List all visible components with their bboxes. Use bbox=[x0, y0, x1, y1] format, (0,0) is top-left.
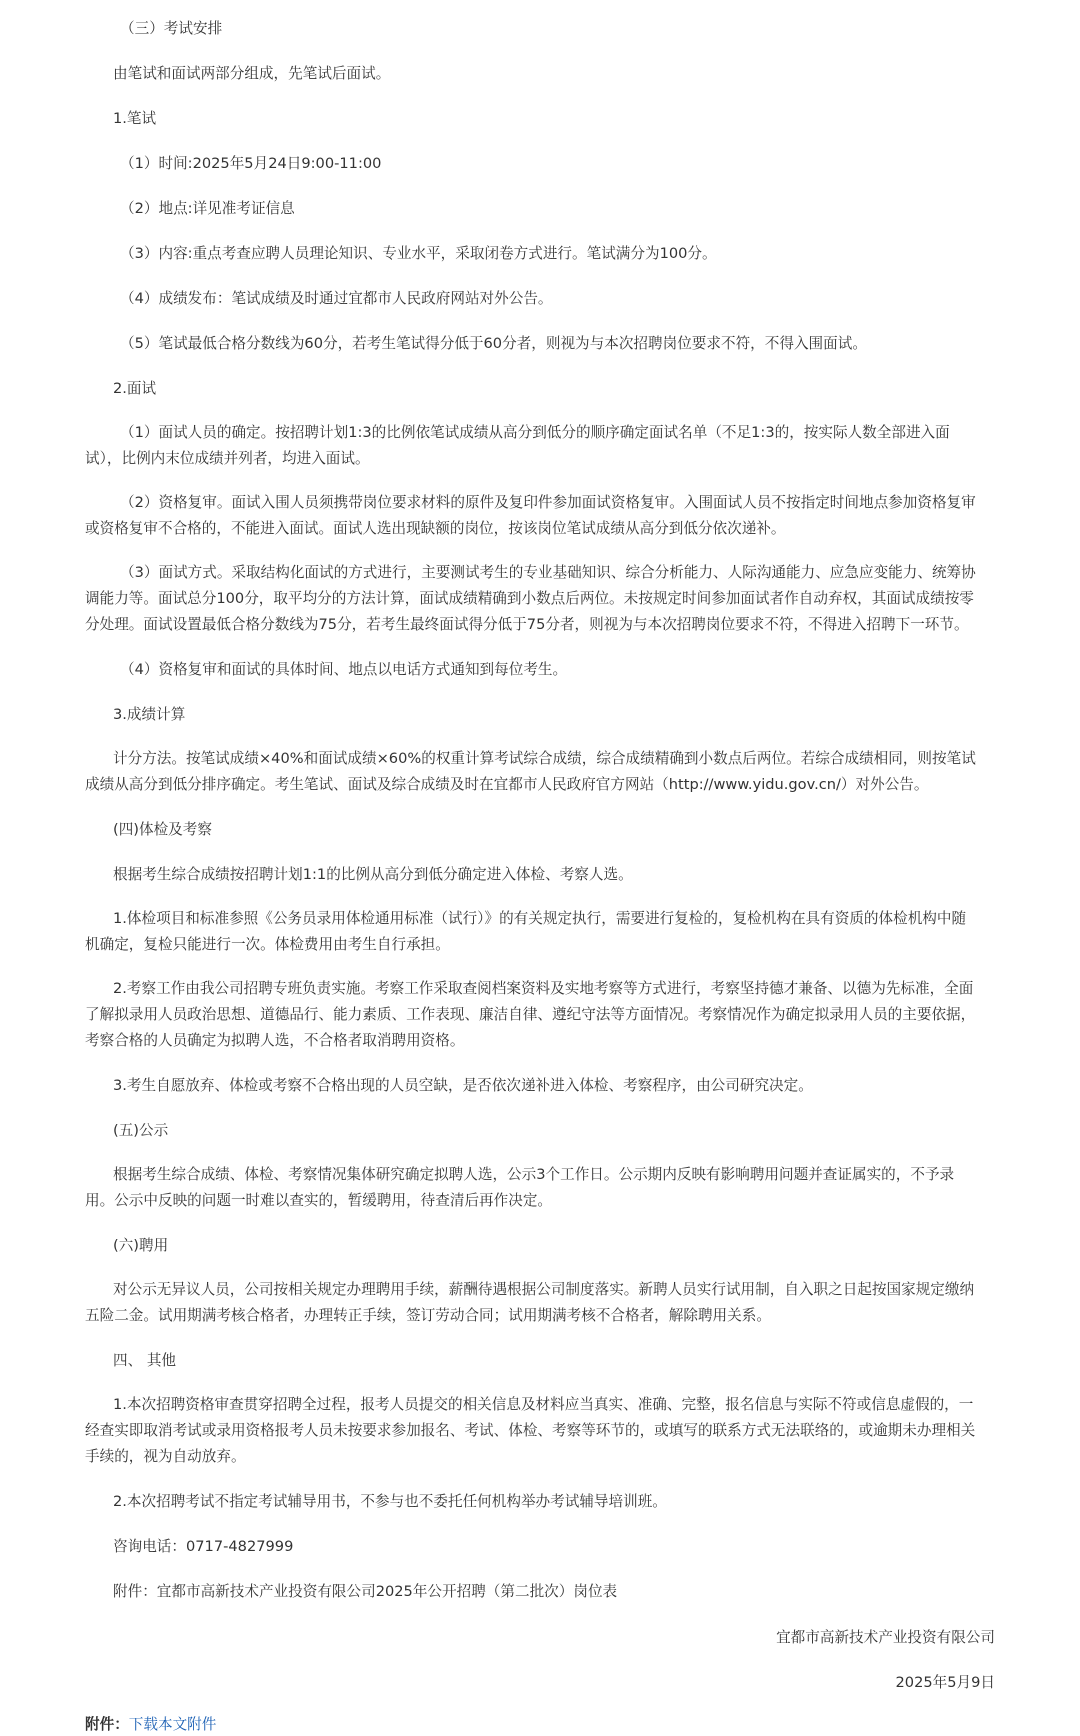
download-attachment-link[interactable]: 下载本文附件 bbox=[128, 1716, 217, 1733]
paragraph-line: 1.本次招聘资格审查贯穿招聘全过程，报考人员提交的相关信息及材料应当真实、准确、完整，报名信息与实际不符或信息虚假的，一 bbox=[113, 1396, 974, 1413]
section-heading-publicity: (五)公示 bbox=[113, 1122, 169, 1139]
subheading-written-exam: 1.笔试 bbox=[113, 110, 157, 127]
paragraph-line: 计分方法。按笔试成绩×40%和面试成绩×60%的权重计算考试综合成绩，综合成绩精确到小数点后两位。若综合成绩相同，则按笔试 bbox=[113, 750, 976, 767]
paragraph: （2）地点:详见准考证信息 bbox=[120, 200, 295, 217]
paragraph-line: 对公示无异议人员，公司按相关规定办理聘用手续，薪酬待遇根据公司制度落实。新聘人员实行试用制，自入职之日起按国家规定缴纳 bbox=[113, 1281, 975, 1298]
paragraph: （5）笔试最低合格分数线为60分，若考生笔试得分低于60分者，则视为与本次招聘岗位要求不符，不得入围面试。 bbox=[120, 335, 867, 352]
paragraph: 由笔试和面试两部分组成，先笔试后面试。 bbox=[113, 65, 391, 82]
paragraph-line: 分处理。面试设置最低合格分数线为75分，若考生最终面试得分低于75分者，则视为与本次招聘岗位要求不符，不得进入招聘下一环节。 bbox=[85, 616, 969, 633]
paragraph-line: （3）面试方式。采取结构化面试的方式进行，主要测试考生的专业基础知识、综合分析能力、人际沟通能力、应急应变能力、统筹协 bbox=[120, 564, 976, 581]
paragraph-line: 五险二金。试用期满考核合格者，办理转正手续，签订劳动合同；试用期满考核不合格者，解除聘用关系。 bbox=[85, 1307, 771, 1324]
paragraph-line: 了解拟录用人员政治思想、道德品行、能力素质、工作表现、廉洁自律、遵纪守法等方面情况。考察情况作为确定拟录用人员的主要依据， bbox=[85, 1006, 976, 1023]
paragraph: （1）时间:2025年5月24日9:00-11:00 bbox=[120, 155, 382, 172]
signature-organization: 宜都市高新技术产业投资有限公司 bbox=[776, 1629, 995, 1646]
paragraph-line: （2）资格复审。面试入围人员须携带岗位要求材料的原件及复印件参加面试资格复审。入围面试人员不按指定时间地点参加资格复审 bbox=[120, 494, 976, 511]
paragraph: （4）资格复审和面试的具体时间、地点以电话方式通知到每位考生。 bbox=[120, 661, 568, 678]
attachment-note: 附件：宜都市高新技术产业投资有限公司2025年公开招聘（第二批次）岗位表 bbox=[113, 1583, 618, 1600]
paragraph-line: 根据考生综合成绩、体检、考察情况集体研究确定拟聘人选，公示3个工作日。公示期内反映有影响聘用问题并查证属实的，不予录 bbox=[113, 1166, 955, 1183]
paragraph: （3）内容:重点考查应聘人员理论知识、专业水平，采取闭卷方式进行。笔试满分为100分。 bbox=[120, 245, 717, 262]
paragraph-line: （1）面试人员的确定。按招聘计划1:3的比例依笔试成绩从高分到低分的顺序确定面试名单（不足1:3的，按实际人数全部进入面 bbox=[120, 424, 950, 441]
section-heading-employment: (六)聘用 bbox=[113, 1237, 169, 1254]
subheading-interview: 2.面试 bbox=[113, 380, 157, 397]
paragraph: 根据考生综合成绩按招聘计划1:1的比例从高分到低分确定进入体检、考察人选。 bbox=[113, 866, 633, 883]
section-heading-medical-check: (四)体检及考察 bbox=[113, 821, 212, 838]
paragraph: 2.本次招聘考试不指定考试辅导用书，不参与也不委托任何机构举办考试辅导培训班。 bbox=[113, 1493, 667, 1510]
paragraph-line: 经查实即取消考试或录用资格报考人员未按要求参加报名、考试、体检、考察等环节的，或填写的联系方式无法联络的，或逾期未办理相关 bbox=[85, 1422, 976, 1439]
signature-date: 2025年5月9日 bbox=[895, 1674, 995, 1691]
section-heading-other: 四、 其他 bbox=[113, 1352, 177, 1369]
paragraph-line: 手续的，视为自动放弃。 bbox=[85, 1448, 246, 1465]
paragraph-line: 考察合格的人员确定为拟聘人选，不合格者取消聘用资格。 bbox=[85, 1032, 465, 1049]
attachment-label: 附件： bbox=[85, 1716, 129, 1733]
paragraph-line: 调能力等。面试总分100分，取平均分的方法计算，面试成绩精确到小数点后两位。未按规定时间参加面试者作自动弃权，其面试成绩按零 bbox=[85, 590, 974, 607]
paragraph: 3.考生自愿放弃、体检或考察不合格出现的人员空缺，是否依次递补进入体检、考察程序，由公司研究决定。 bbox=[113, 1077, 813, 1094]
contact-phone: 咨询电话：0717-4827999 bbox=[113, 1538, 294, 1555]
paragraph-line: 1.体检项目和标准参照《公务员录用体检通用标准（试行）》的有关规定执行，需要进行复检的，复检机构在具有资质的体检机构中随 bbox=[113, 910, 967, 927]
attachment-download bbox=[85, 1714, 216, 1736]
paragraph-line: 成绩从高分到低分排序确定。考生笔试、面试及综合成绩及时在宜都市人民政府官方网站（http://www.yidu.gov.cn/）对外公告。 bbox=[85, 776, 929, 793]
subheading-score-calculation: 3.成绩计算 bbox=[113, 706, 186, 723]
paragraph-line: 2.考察工作由我公司招聘专班负责实施。考察工作采取查阅档案资料及实地考察等方式进行，考察坚持德才兼备、以德为先标准，全面 bbox=[113, 980, 974, 997]
paragraph-line: 机确定，复检只能进行一次。体检费用由考生自行承担。 bbox=[85, 936, 450, 953]
paragraph-line: 试），比例内末位成绩并列者，均进入面试。 bbox=[85, 450, 370, 467]
paragraph-line: 或资格复审不合格的，不能进入面试。面试人选出现缺额的岗位，按该岗位笔试成绩从高分到低分依次递补。 bbox=[85, 520, 786, 537]
paragraph: （4）成绩发布：笔试成绩及时通过宜都市人民政府网站对外公告。 bbox=[120, 290, 553, 307]
paragraph-line: 用。公示中反映的问题一时难以查实的，暂缓聘用，待查清后再作决定。 bbox=[85, 1192, 553, 1209]
section-heading-exam-arrangement: （三）考试安排 bbox=[120, 20, 223, 37]
